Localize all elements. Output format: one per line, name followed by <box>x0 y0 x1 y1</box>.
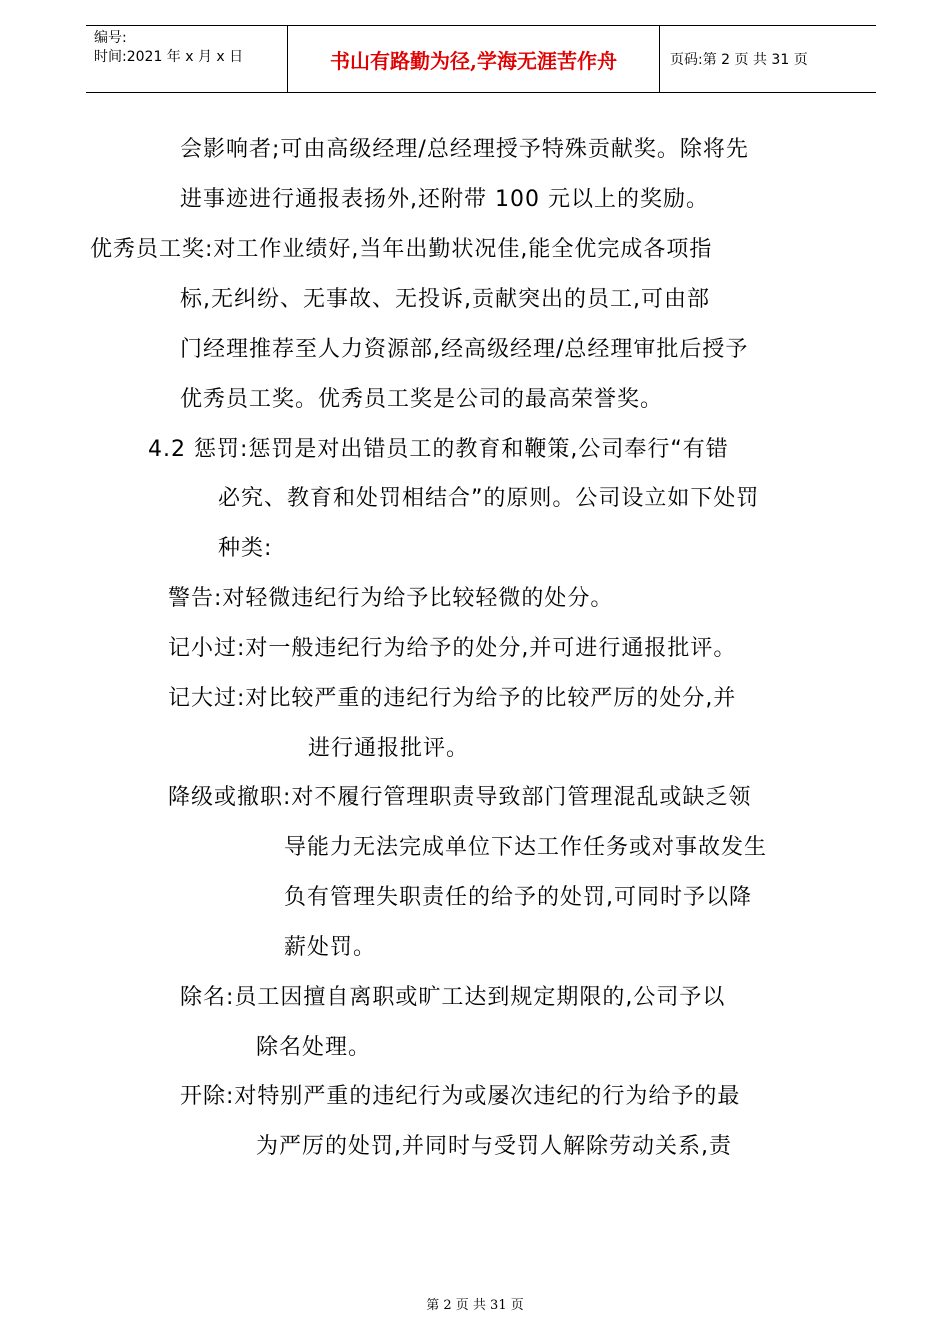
text-line: 标,无纠纷、无事故、无投诉,贡献突出的员工,可由部 <box>180 287 710 312</box>
text-line: 种类: <box>218 536 273 561</box>
page-header <box>86 25 876 93</box>
text-line: 记大过:对比较严重的违纪行为给予的比较严厉的处分,并 <box>168 686 737 711</box>
header-page-info: 页码:第 2 页 共 31 页 <box>670 52 808 68</box>
text-line: 记小过:对一般违纪行为给予的处分,并可进行通报批评。 <box>168 636 737 661</box>
text-line: 4.2 惩罚:惩罚是对出错员工的教育和鞭策,公司奉行“有错 <box>148 437 729 462</box>
text-line: 除名:员工因擅自离职或旷工达到规定期限的,公司予以 <box>180 985 726 1010</box>
text-line: 优秀员工奖。优秀员工奖是公司的最高荣誉奖。 <box>180 387 664 412</box>
page-footer: 第 2 页 共 31 页 <box>426 1298 524 1313</box>
text-line: 警告:对轻微违纪行为给予比较轻微的处分。 <box>168 586 614 611</box>
text-line: 降级或撤职:对不履行管理职责导致部门管理混乱或缺乏领 <box>168 785 752 810</box>
document-time-label: 时间:2021 年 x 月 x 日 <box>94 49 244 65</box>
text-line: 除名处理。 <box>256 1035 372 1060</box>
text-line: 负有管理失职责任的给予的处罚,可同时予以降 <box>284 885 752 910</box>
header-motto: 书山有路勤为径,学海无涯苦作舟 <box>288 26 660 92</box>
text-line: 开除:对特别严重的违纪行为或屡次违纪的行为给予的最 <box>180 1084 741 1109</box>
document-number-label: 编号: <box>94 30 127 46</box>
header-meta <box>86 26 288 92</box>
text-line: 进行通报批评。 <box>308 736 470 761</box>
text-line: 导能力无法完成单位下达工作任务或对事故发生 <box>284 835 768 860</box>
text-line: 为严厉的处罚,并同时与受罚人解除劳动关系,责 <box>256 1134 732 1159</box>
text-line: 优秀员工奖:对工作业绩好,当年出勤状况佳,能全优完成各项指 <box>90 237 713 262</box>
text-line: 门经理推荐至人力资源部,经高级经理/总经理审批后授予 <box>180 337 749 362</box>
text-line: 进事迹进行通报表扬外,还附带 100 元以上的奖励。 <box>180 187 709 212</box>
text-line: 必究、教育和处罚相结合”的原则。公司设立如下处罚 <box>218 486 760 511</box>
text-line: 会影响者;可由高级经理/总经理授予特殊贡献奖。除将先 <box>180 137 749 162</box>
text-line: 薪处罚。 <box>284 935 377 960</box>
